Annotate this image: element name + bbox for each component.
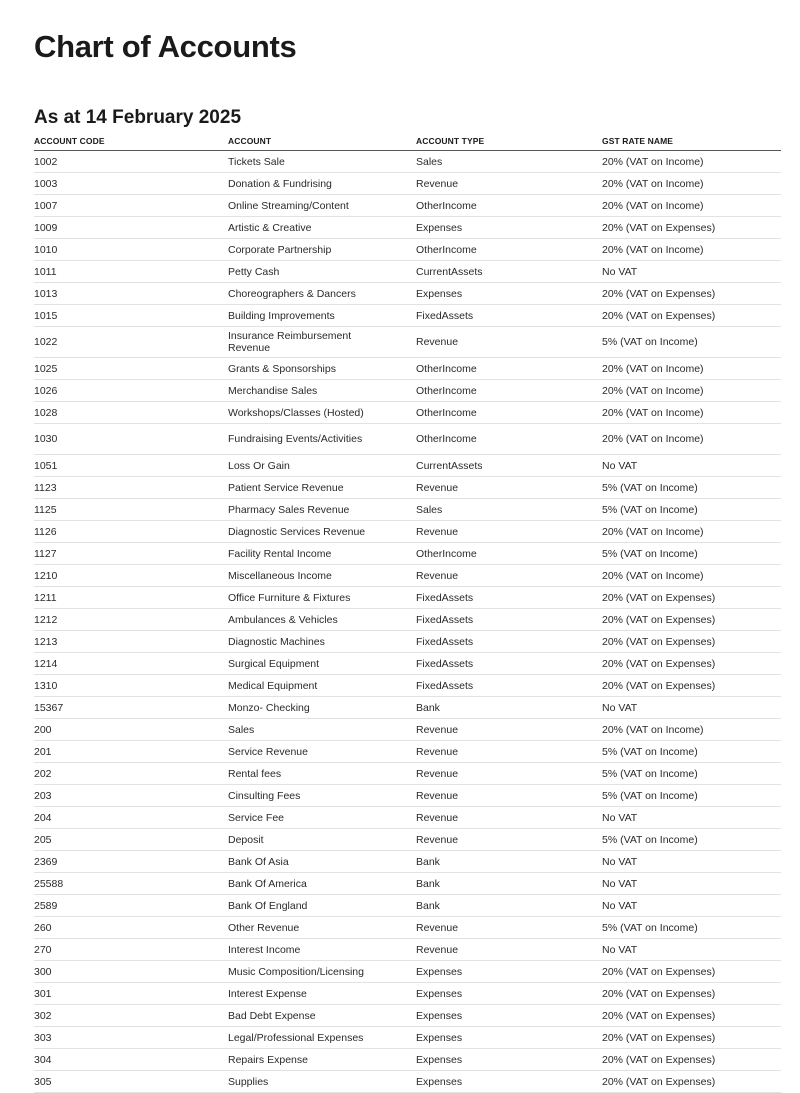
table-row [34,1071,781,1093]
account-name-cell: Legal/Professional Expenses [228,1027,416,1049]
gst-rate-cell: 20% (VAT on Expenses) [602,631,781,653]
account-type-cell: Bank [416,895,602,917]
account-code-cell: 1126 [34,521,228,543]
account-type-cell: CurrentAssets [416,261,602,283]
account-type-cell: OtherIncome [416,424,602,455]
account-name-cell: Supplies [228,1071,416,1093]
account-code-cell: 1010 [34,239,228,261]
account-type-cell: Revenue [416,173,602,195]
table-row [34,807,781,829]
account-type-cell: Revenue [416,917,602,939]
account-code-cell: 205 [34,829,228,851]
account-name-cell: Donation & Fundrising [228,173,416,195]
table-row [34,283,781,305]
account-type-cell: Bank [416,873,602,895]
account-type-cell: FixedAssets [416,653,602,675]
gst-rate-cell: 20% (VAT on Expenses) [602,983,781,1005]
table-row [34,829,781,851]
account-type-cell: FixedAssets [416,305,602,327]
table-row [34,851,781,873]
account-name-cell: Grants & Sponsorships [228,358,416,380]
gst-rate-cell: No VAT [602,807,781,829]
account-name-cell: Loss Or Gain [228,455,416,477]
account-name-cell: Building Improvements [228,305,416,327]
account-code-cell: 1211 [34,587,228,609]
gst-rate-cell: 20% (VAT on Expenses) [602,1005,781,1027]
account-type-cell: OtherIncome [416,195,602,217]
account-code-cell: 1310 [34,675,228,697]
column-header-account-code: ACCOUNT CODE [34,132,228,151]
account-type-cell: Revenue [416,807,602,829]
account-type-cell: OtherIncome [416,543,602,565]
gst-rate-cell: 20% (VAT on Expenses) [602,1027,781,1049]
gst-rate-cell: 20% (VAT on Expenses) [602,1049,781,1071]
gst-rate-cell: 5% (VAT on Income) [602,741,781,763]
gst-rate-cell: 20% (VAT on Expenses) [602,609,781,631]
table-row [34,741,781,763]
table-row [34,961,781,983]
account-name-cell: Miscellaneous Income [228,565,416,587]
account-name-cell: Patient Service Revenue [228,477,416,499]
account-type-cell: Revenue [416,565,602,587]
account-name-cell: Interest Income [228,939,416,961]
account-code-cell: 201 [34,741,228,763]
gst-rate-cell: 5% (VAT on Income) [602,499,781,521]
gst-rate-cell: No VAT [602,895,781,917]
gst-rate-cell: 5% (VAT on Income) [602,543,781,565]
gst-rate-cell: 5% (VAT on Income) [602,917,781,939]
account-code-cell: 305 [34,1071,228,1093]
header-row [34,132,781,151]
account-code-cell: 1025 [34,358,228,380]
table-row [34,455,781,477]
account-code-cell: 1028 [34,402,228,424]
account-code-cell: 1013 [34,283,228,305]
account-name-cell: Bad Debt Expense [228,1005,416,1027]
gst-rate-cell: No VAT [602,261,781,283]
account-code-cell: 1213 [34,631,228,653]
account-name-cell: Music Composition/Licensing [228,961,416,983]
account-code-cell: 302 [34,1005,228,1027]
account-type-cell: Expenses [416,1049,602,1071]
account-code-cell: 1030 [34,424,228,455]
account-code-cell: 1125 [34,499,228,521]
account-code-cell: 1026 [34,380,228,402]
table-row [34,261,781,283]
table-row [34,697,781,719]
accounts-table [34,132,781,1093]
gst-rate-cell: 5% (VAT on Income) [602,327,781,358]
gst-rate-cell: 20% (VAT on Expenses) [602,675,781,697]
account-code-cell: 1022 [34,327,228,358]
gst-rate-cell: 20% (VAT on Expenses) [602,587,781,609]
account-type-cell: FixedAssets [416,631,602,653]
account-code-cell: 15367 [34,697,228,719]
gst-rate-cell: 20% (VAT on Income) [602,151,781,173]
gst-rate-cell: 20% (VAT on Income) [602,565,781,587]
account-type-cell: OtherIncome [416,239,602,261]
table-row [34,675,781,697]
account-name-cell: Service Revenue [228,741,416,763]
table-row [34,217,781,239]
account-code-cell: 1127 [34,543,228,565]
table-row [34,402,781,424]
table-row [34,424,781,455]
account-code-cell: 1214 [34,653,228,675]
account-code-cell: 1007 [34,195,228,217]
column-header-account-type: ACCOUNT TYPE [416,132,602,151]
account-name-cell: Sales [228,719,416,741]
gst-rate-cell: 20% (VAT on Income) [602,173,781,195]
account-name-cell: Bank Of Asia [228,851,416,873]
gst-rate-cell: 20% (VAT on Income) [602,380,781,402]
account-name-cell: Choreographers & Dancers [228,283,416,305]
gst-rate-cell: No VAT [602,873,781,895]
account-type-cell: Revenue [416,939,602,961]
gst-rate-cell: 20% (VAT on Expenses) [602,961,781,983]
account-type-cell: FixedAssets [416,675,602,697]
account-type-cell: Revenue [416,719,602,741]
table-row [34,1027,781,1049]
account-type-cell: FixedAssets [416,609,602,631]
gst-rate-cell: 20% (VAT on Income) [602,195,781,217]
account-code-cell: 1003 [34,173,228,195]
account-type-cell: Revenue [416,477,602,499]
account-type-cell: Expenses [416,983,602,1005]
report-title: Chart of Accounts [34,29,297,64]
account-code-cell: 1051 [34,455,228,477]
gst-rate-cell: 20% (VAT on Expenses) [602,653,781,675]
gst-rate-cell: 5% (VAT on Income) [602,763,781,785]
gst-rate-cell: 20% (VAT on Expenses) [602,217,781,239]
table-header [34,132,781,151]
account-name-cell: Deposit [228,829,416,851]
account-type-cell: Expenses [416,217,602,239]
account-type-cell: Revenue [416,327,602,358]
account-name-cell: Petty Cash [228,261,416,283]
account-code-cell: 2589 [34,895,228,917]
column-header-account: ACCOUNT [228,132,416,151]
gst-rate-cell: 20% (VAT on Expenses) [602,305,781,327]
table-row [34,983,781,1005]
gst-rate-cell: No VAT [602,939,781,961]
account-name-cell: Tickets Sale [228,151,416,173]
account-name-cell: Repairs Expense [228,1049,416,1071]
account-code-cell: 1210 [34,565,228,587]
table-row [34,873,781,895]
account-name-cell: Diagnostic Machines [228,631,416,653]
table-row [34,239,781,261]
account-type-cell: FixedAssets [416,587,602,609]
account-name-cell: Corporate Partnership [228,239,416,261]
account-code-cell: 25588 [34,873,228,895]
table-row [34,499,781,521]
table-row [34,631,781,653]
table-row [34,565,781,587]
account-type-cell: Expenses [416,1005,602,1027]
account-type-cell: Expenses [416,1027,602,1049]
account-name-cell: Bank Of America [228,873,416,895]
account-name-cell: Merchandise Sales [228,380,416,402]
account-type-cell: OtherIncome [416,380,602,402]
account-type-cell: Revenue [416,763,602,785]
account-code-cell: 204 [34,807,228,829]
account-type-cell: Expenses [416,283,602,305]
account-name-cell: Office Furniture & Fixtures [228,587,416,609]
table-row [34,763,781,785]
account-code-cell: 301 [34,983,228,1005]
account-type-cell: CurrentAssets [416,455,602,477]
table-row [34,653,781,675]
account-type-cell: Bank [416,851,602,873]
account-type-cell: Expenses [416,961,602,983]
account-code-cell: 260 [34,917,228,939]
table-body [34,151,781,1093]
account-name-cell: Online Streaming/Content [228,195,416,217]
account-type-cell: Expenses [416,1071,602,1093]
account-name-cell: Diagnostic Services Revenue [228,521,416,543]
account-code-cell: 1212 [34,609,228,631]
account-type-cell: Revenue [416,829,602,851]
table-row [34,151,781,173]
table-row [34,1049,781,1071]
table-row [34,195,781,217]
account-name-cell: Service Fee [228,807,416,829]
account-code-cell: 304 [34,1049,228,1071]
account-name-cell: Facility Rental Income [228,543,416,565]
account-code-cell: 1123 [34,477,228,499]
table-row [34,609,781,631]
table-row [34,895,781,917]
account-name-cell: Surgical Equipment [228,653,416,675]
account-code-cell: 1002 [34,151,228,173]
gst-rate-cell: 20% (VAT on Expenses) [602,283,781,305]
gst-rate-cell: No VAT [602,455,781,477]
table-row [34,327,781,358]
account-name-cell: Medical Equipment [228,675,416,697]
gst-rate-cell: 20% (VAT on Expenses) [602,1071,781,1093]
account-name-cell: Workshops/Classes (Hosted) [228,402,416,424]
account-code-cell: 202 [34,763,228,785]
account-code-cell: 203 [34,785,228,807]
table-row [34,587,781,609]
account-code-cell: 1011 [34,261,228,283]
table-row [34,173,781,195]
table-row [34,477,781,499]
account-code-cell: 2369 [34,851,228,873]
account-type-cell: Sales [416,499,602,521]
account-name-cell: Insurance Reimbursement Revenue [228,327,416,358]
account-name-cell: Ambulances & Vehicles [228,609,416,631]
account-type-cell: OtherIncome [416,358,602,380]
account-code-cell: 1009 [34,217,228,239]
table-row [34,521,781,543]
report-date: As at 14 February 2025 [34,107,242,128]
account-type-cell: OtherIncome [416,402,602,424]
gst-rate-cell: 5% (VAT on Income) [602,829,781,851]
table-row [34,543,781,565]
table-row [34,917,781,939]
gst-rate-cell: 20% (VAT on Income) [602,521,781,543]
gst-rate-cell: No VAT [602,851,781,873]
account-type-cell: Revenue [416,785,602,807]
account-name-cell: Rental fees [228,763,416,785]
account-type-cell: Sales [416,151,602,173]
column-header-gst-rate-name: GST RATE NAME [602,132,781,151]
account-name-cell: Fundraising Events/Activities [228,424,416,455]
account-code-cell: 303 [34,1027,228,1049]
gst-rate-cell: 20% (VAT on Income) [602,424,781,455]
gst-rate-cell: 20% (VAT on Income) [602,402,781,424]
account-name-cell: Artistic & Creative [228,217,416,239]
table-row [34,1005,781,1027]
gst-rate-cell: 5% (VAT on Income) [602,785,781,807]
gst-rate-cell: 20% (VAT on Income) [602,358,781,380]
account-type-cell: Revenue [416,521,602,543]
gst-rate-cell: 20% (VAT on Income) [602,239,781,261]
account-code-cell: 1015 [34,305,228,327]
account-code-cell: 200 [34,719,228,741]
account-type-cell: Bank [416,697,602,719]
gst-rate-cell: No VAT [602,697,781,719]
account-name-cell: Other Revenue [228,917,416,939]
report-page [34,28,781,1088]
account-code-cell: 300 [34,961,228,983]
account-name-cell: Pharmacy Sales Revenue [228,499,416,521]
account-name-cell: Monzo- Checking [228,697,416,719]
table-row [34,939,781,961]
account-code-cell: 270 [34,939,228,961]
table-row [34,785,781,807]
gst-rate-cell: 5% (VAT on Income) [602,477,781,499]
table-row [34,719,781,741]
gst-rate-cell: 20% (VAT on Income) [602,719,781,741]
account-name-cell: Bank Of England [228,895,416,917]
account-name-cell: Cinsulting Fees [228,785,416,807]
table-row [34,380,781,402]
account-type-cell: Revenue [416,741,602,763]
table-row [34,305,781,327]
table-row [34,358,781,380]
account-name-cell: Interest Expense [228,983,416,1005]
